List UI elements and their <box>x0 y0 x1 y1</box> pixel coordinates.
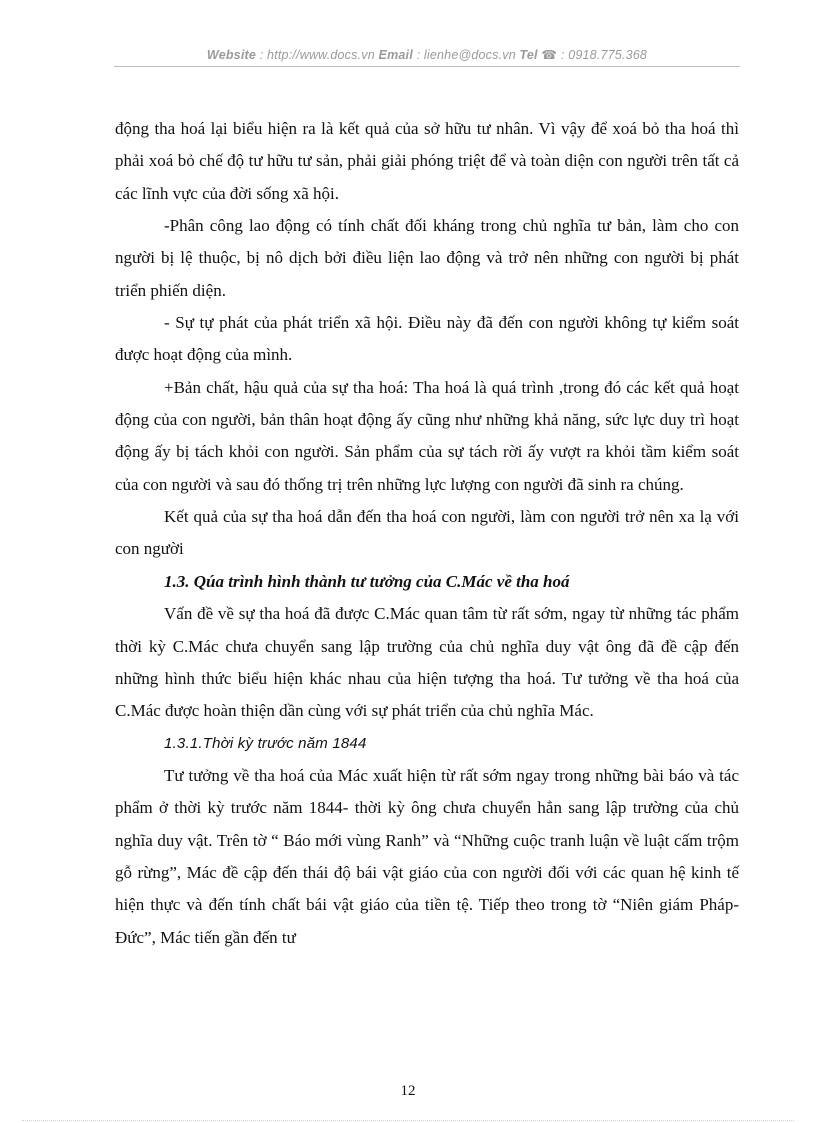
paragraph-3: - Sự tự phát của phát triển xã hội. Điều này đã đến con người không tự kiểm soát được hoạt động của mình. <box>115 313 739 365</box>
section-heading: 1.3. Qúa trình hình thành tư tưởng của C.Mác về tha hoá <box>164 571 570 591</box>
document-body <box>115 113 739 954</box>
paragraph-6: Vấn đề về sự tha hoá đã được C.Mác quan tâm từ rất sớm, ngay từ những tác phẩm thời kỳ C.Mác chưa chuyển sang lập trường của chủ nghĩa duy vật ông đã đề cập đến những hình thức biểu hiện khác nhau của hiện tượng tha hoá. Tư tưởng về tha hoá của C.Mác được hoàn thiện dần cùng với sự phát triển của chủ nghĩa Mác. <box>115 604 739 721</box>
page-bottom-border <box>22 1120 794 1121</box>
email-value: : lienhe@docs.vn <box>412 48 520 62</box>
tel-value: ☎ : 0918.775.368 <box>537 48 648 62</box>
page-header <box>114 47 740 62</box>
subsection-heading: 1.3.1.Thời kỳ trước năm 1844 <box>164 734 367 752</box>
paragraph-7: Tư tưởng về tha hoá của Mác xuất hiện từ rất sớm ngay trong những bài báo và tác phẩm ở thời kỳ trước năm 1844- thời kỳ ông chưa chuyển hẳn sang lập trường của chủ nghĩa duy vật. Trên tờ “ Báo mới vùng Ranh” và “Những cuộc tranh luận về luật cấm trộm gỗ rừng”, Mác đề cập đến thái độ bái vật giáo của con người đối với các quan hệ kinh tế hiện thực và đến tính chất bái vật giáo của tiền tệ. Tiếp theo trong tờ “Niên giám Pháp- Đức”, Mác tiến gần đến tư <box>115 765 739 947</box>
tel-label: Tel <box>519 48 538 62</box>
paragraph-2: -Phân công lao động có tính chất đối kháng trong chủ nghĩa tư bản, làm cho con người bị lệ thuộc, bị nô dịch bởi điều liện lao động và trở nên những con người bị phát triển phiến diện. <box>115 216 739 300</box>
paragraph-5: Kết quả của sự tha hoá dẫn đến tha hoá con người, làm con người trở nên xa lạ với con người <box>115 507 739 559</box>
email-label: Email <box>378 48 413 62</box>
header-divider <box>114 66 740 67</box>
paragraph-1: động tha hoá lại biểu hiện ra là kết quả của sở hữu tư nhân. Vì vậy để xoá bỏ tha hoá thì phải xoá bỏ chế độ tư hữu tư sản, phải giải phóng triệt để và toàn diện con người trên tất cả các lĩnh vực của đời sống xã hội. <box>115 119 739 203</box>
paragraph-4: +Bản chất, hậu quả của sự tha hoá: Tha hoá là quá trình ,trong đó các kết quả hoạt động của con người, bản thân hoạt động ấy cũng như những khả năng, sức lực duy trì hoạt động ấy bị tách khỏi con người. Sản phẩm của sự tách rời ấy vượt ra khỏi tầm kiểm soát của con người và sau đó thống trị trên những lực lượng con người đã sinh ra chúng. <box>115 377 739 494</box>
website-value: : http://www.docs.vn <box>256 48 379 62</box>
website-label: Website <box>206 48 257 62</box>
page-number: 12 <box>400 1083 416 1099</box>
